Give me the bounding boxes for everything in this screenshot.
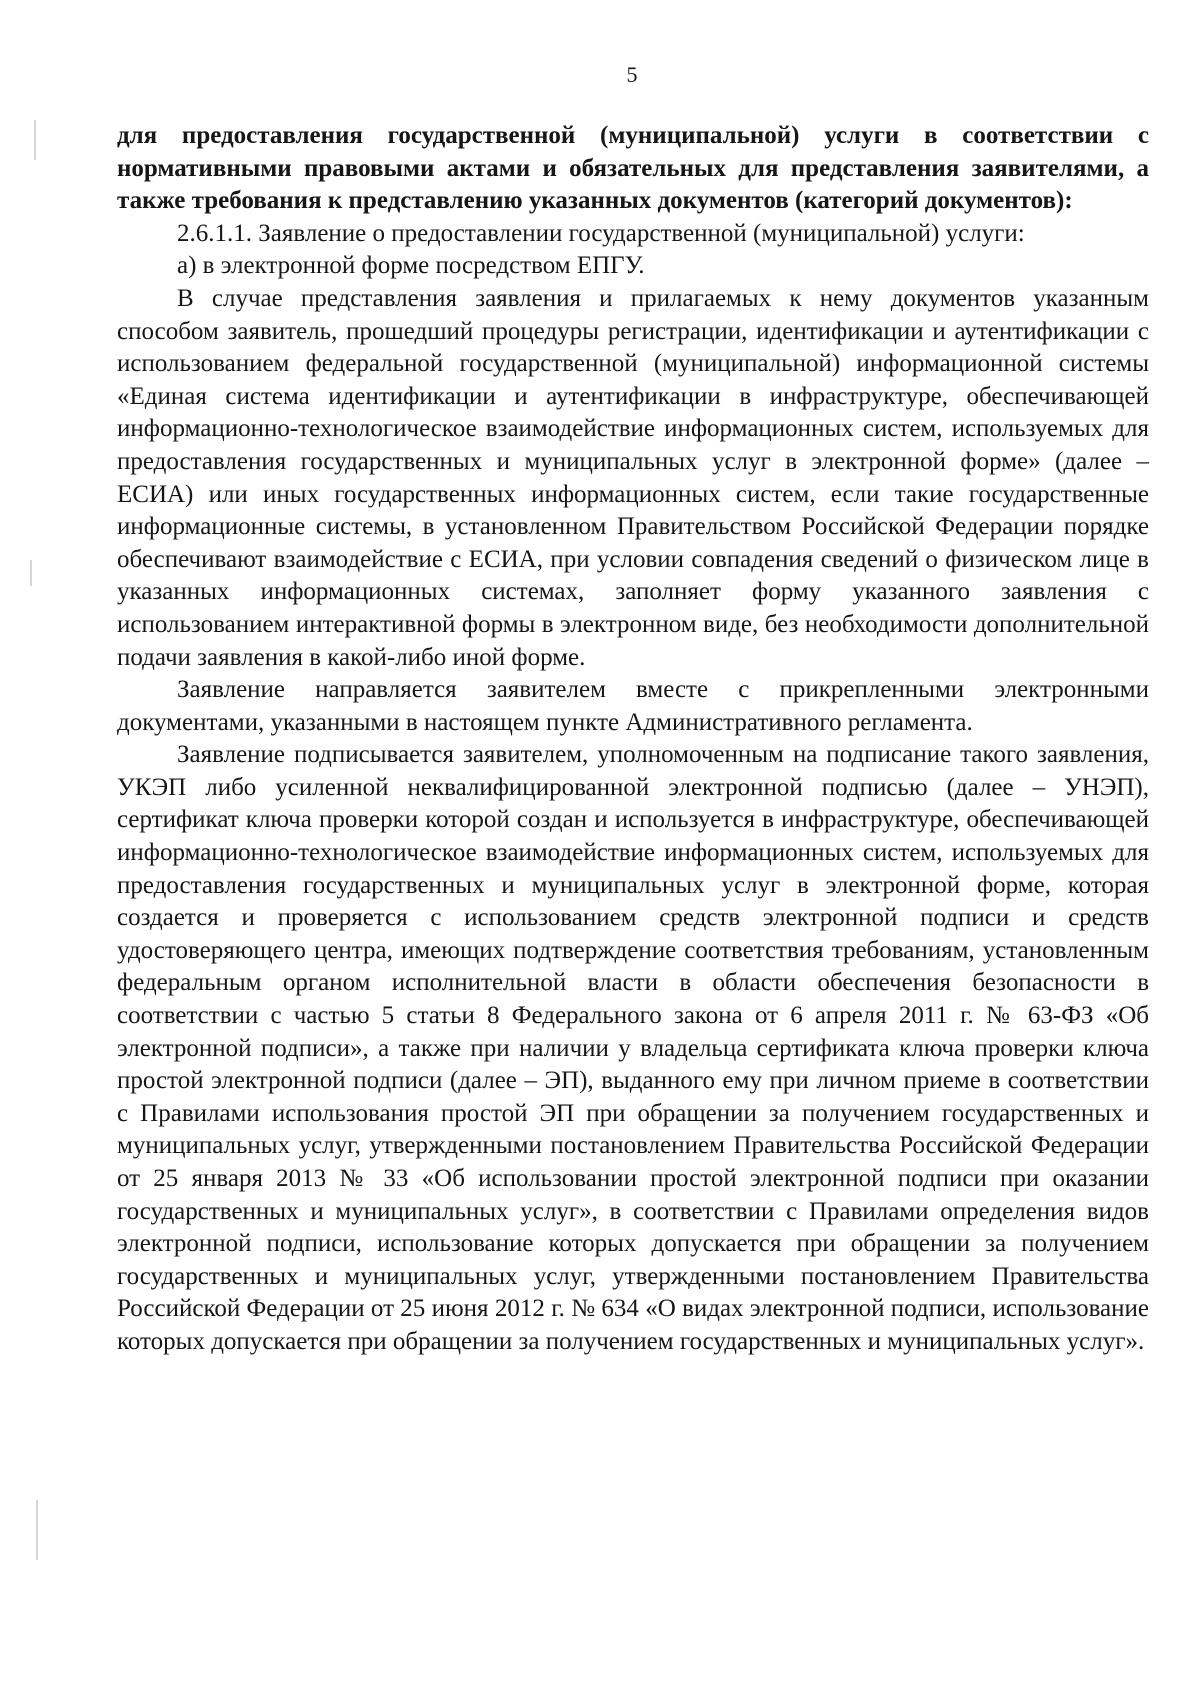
scan-edge-mark — [36, 1500, 38, 1560]
page-number: 5 — [626, 62, 638, 87]
scan-edge-mark — [30, 560, 32, 586]
paragraph-subitem-a: а) в электронной форме посредством ЕПГУ. — [177, 252, 645, 280]
document-body — [117, 120, 1149, 1359]
section-heading: для предоставления государственной (муниципальной) услуги в соответствии с нормативными правовыми актами и обязательных для представления заявителями, а также требования к представлению указанных документов (категорий документов): — [117, 122, 1149, 215]
scan-edge-mark — [34, 120, 36, 160]
paragraph-esia-submission: В случае представления заявления и прилагаемых к нему документов указанным способом заявитель, прошедший процедуры регистрации, идентификации и аутентификации с использованием федеральной государственной (муниципальной) информационной системы «Единая система идентификации и аутентификации в инфраструктуре, обеспечивающей информационно-технологическое взаимодействие информационных систем, используемых для предоставления государственных и муниципальных услуг в электронной форме» (далее – ЕСИА) или иных государственных информационных систем, если такие государственные информационные системы, в установленном Правительством Российской Федерации порядке обеспечивают взаимодействие с ЕСИА, при условии совпадения сведений о физическом лице в указанных информационных системах, заполняет форму указанного заявления с использованием интерактивной формы в электронном виде, без необходимости дополнительной подачи заявления в какой-либо иной форме. — [117, 284, 1149, 671]
paragraph-attachments: Заявление направляется заявителем вместе с прикрепленными электронными документами, указанными в настоящем пункте Административного регламента. — [117, 676, 1149, 736]
paragraph-item-2-6-1-1: 2.6.1.1. Заявление о предоставлении государственной (муниципальной) услуги: — [177, 219, 1025, 247]
paragraph-signature: Заявление подписывается заявителем, уполномоченным на подписание такого заявления, УКЭП либо усиленной неквалифицированной электронной подписью (далее – УНЭП), сертификат ключа проверки которой создан и используется в инфраструктуре, обеспечивающей информационно-технологическое взаимодействие информационных систем, используемых для предоставления государственных и муниципальных услуг в электронной форме, которая создается и проверяется с использованием средств электронной подписи и средств удостоверяющего центра, имеющих подтверждение соответствия требованиям, установленным федеральным органом исполнительной власти в области обеспечения безопасности в соответствии с частью 5 статьи 8 Федерального закона от 6 апреля 2011 г. № 63-ФЗ «Об электронной подписи», а также при наличии у владельца сертификата ключа проверки ключа простой электронной подписи (далее – ЭП), выданного ему при личном приеме в соответствии с Правилами использования простой ЭП при обращении за получением государственных и муниципальных услуг, утвержденными постановлением Правительства Российской Федерации от 25 января 2013 № 33 «Об использовании простой электронной подписи при оказании государственных и муниципальных услуг», в соответствии с Правилами определения видов электронной подписи, использование которых допускается при обращении за получением государственных и муниципальных услуг, утвержденными постановлением Правительства Российской Федерации от 25 июня 2012 г. № 634 «О видах электронной подписи, использование которых допускается при обращении за получением государственных и муниципальных услуг». — [117, 741, 1149, 1355]
